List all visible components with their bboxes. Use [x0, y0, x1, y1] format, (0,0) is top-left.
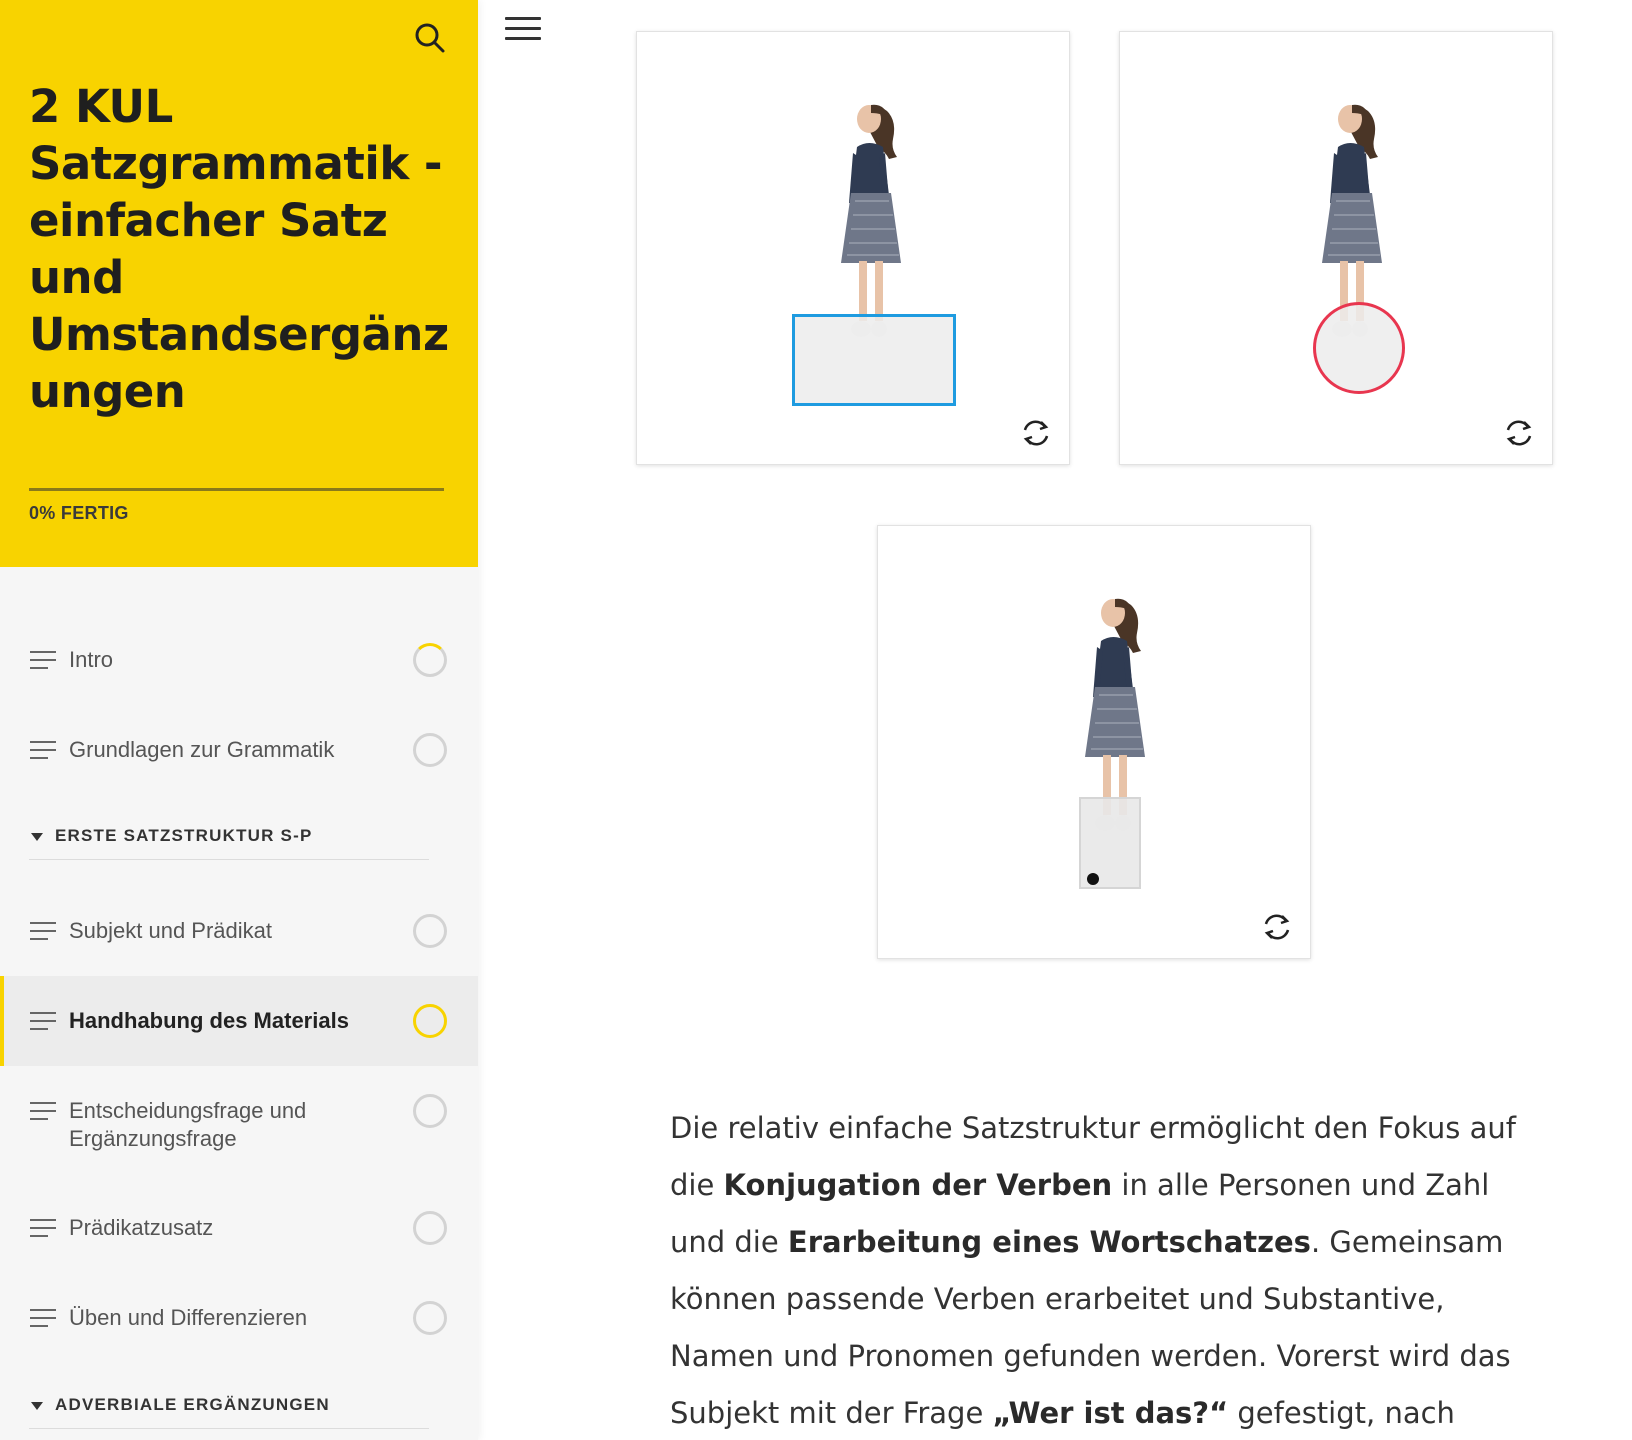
text-lines-icon	[30, 1012, 56, 1032]
section-label: ADVERBIALE ERGÄNZUNGEN	[55, 1395, 330, 1414]
sidebar-item-intro[interactable]	[0, 615, 478, 705]
progress-ring-icon	[413, 1211, 447, 1245]
blue-rectangle-shape	[792, 314, 956, 406]
flip-card-rectangle[interactable]	[636, 31, 1070, 465]
sidebar-item-grundlagen[interactable]	[0, 705, 478, 795]
sidebar-item-label: Intro	[69, 647, 114, 672]
sidebar-item-entscheidungsfrage[interactable]	[0, 1066, 478, 1176]
text-span: . Gemeinsam können passende Verben erarbeitet und Substantive, Namen und Pronomen gefunden werden. Vorerst wird das Subjekt mit der Frage	[670, 1225, 1511, 1430]
rotate-arrows-icon[interactable]	[1260, 910, 1294, 944]
flip-card-block[interactable]	[877, 525, 1311, 959]
course-title: 2 KUL Satzgrammatik - einfacher Satz und Umstandsergänzungen	[29, 80, 449, 418]
text-lines-icon	[30, 651, 56, 671]
search-icon[interactable]	[414, 22, 446, 54]
gray-block-shape	[1079, 797, 1141, 889]
caret-down-icon	[31, 1402, 43, 1410]
progress-ring-icon	[413, 1004, 447, 1038]
progress-ring-icon	[413, 1094, 447, 1128]
section-label: ERSTE SATZSTRUKTUR S-P	[55, 826, 313, 845]
text-span: gefestigt, nach	[1228, 1396, 1455, 1430]
divider	[29, 1428, 429, 1429]
sidebar-item-label: Entscheidungsfrage und Ergänzungsfrage	[69, 1098, 307, 1151]
text-lines-icon	[30, 741, 56, 761]
text-lines-icon	[30, 1309, 56, 1329]
rotate-arrows-icon[interactable]	[1019, 416, 1053, 450]
section-header-erste-satzstruktur[interactable]	[29, 818, 429, 862]
sidebar-item-subjekt-praedikat[interactable]	[0, 886, 478, 976]
girl-figure-image	[831, 97, 911, 347]
progress-ring-icon	[413, 1301, 447, 1335]
black-dot	[1087, 873, 1099, 885]
text-lines-icon	[30, 922, 56, 942]
caret-down-icon	[31, 833, 43, 841]
bold-text: Konjugation der Verben	[723, 1168, 1113, 1202]
sidebar-item-label: Grundlagen zur Grammatik	[69, 737, 335, 762]
flip-card-circle[interactable]	[1119, 31, 1553, 465]
bold-text: „Wer ist das?“	[992, 1396, 1229, 1430]
red-circle-shape	[1313, 302, 1405, 394]
text-span: in alle Personen und Zahl und die	[670, 1168, 1490, 1259]
progress-ring-icon	[413, 643, 447, 677]
progress-ring-icon	[413, 733, 447, 767]
sidebar-item-label: Handhabung des Materials	[69, 1008, 349, 1033]
sidebar-item-praedikatzusatz[interactable]	[0, 1183, 478, 1273]
sidebar-item-handhabung[interactable]	[0, 976, 478, 1066]
lesson-paragraph	[670, 1100, 1530, 1440]
rotate-arrows-icon[interactable]	[1502, 416, 1536, 450]
progress-ring-icon	[413, 914, 447, 948]
progress-bar	[29, 488, 444, 491]
progress-label: 0% FERTIG	[29, 503, 129, 523]
hamburger-menu-icon[interactable]	[505, 15, 541, 43]
text-lines-icon	[30, 1102, 56, 1122]
course-sidebar	[0, 0, 478, 1440]
sidebar-item-ueben[interactable]	[0, 1273, 478, 1363]
text-span: Die relativ einfache Satzstruktur ermöglicht den Fokus auf die	[670, 1111, 1516, 1202]
sidebar-item-label: Subjekt und Prädikat	[69, 918, 273, 943]
sidebar-item-label: Üben und Differenzieren	[69, 1305, 308, 1330]
divider	[29, 859, 429, 860]
section-header-adverbiale[interactable]	[29, 1387, 429, 1431]
text-lines-icon	[30, 1219, 56, 1239]
course-header	[0, 0, 478, 567]
bold-text: Erarbeitung eines Wortschatzes	[787, 1225, 1311, 1259]
sidebar-item-label: Prädikatzusatz	[69, 1215, 214, 1240]
